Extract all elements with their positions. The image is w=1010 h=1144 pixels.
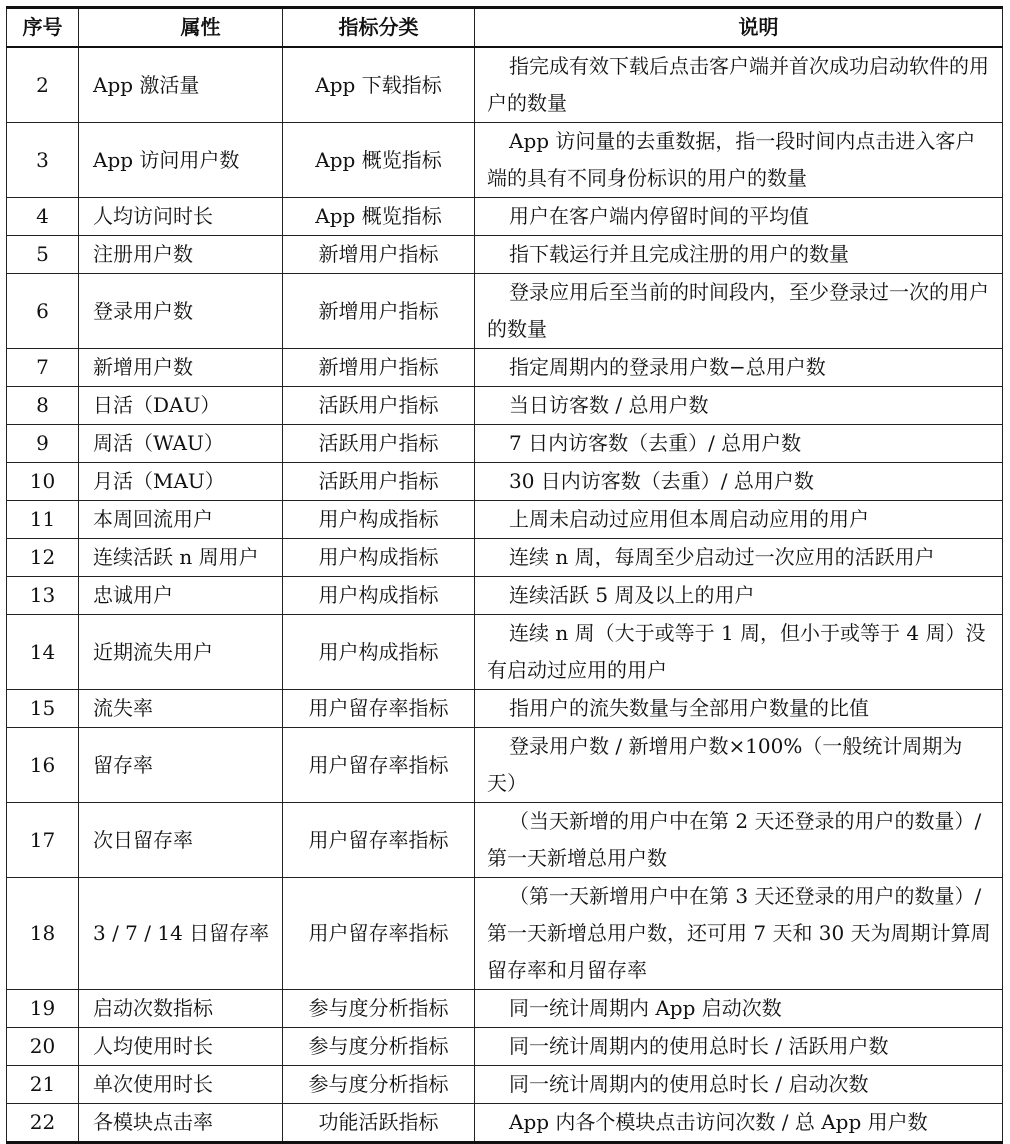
cell-attribute: 新增用户数 <box>79 349 283 387</box>
cell-category: 用户构成指标 <box>283 615 475 690</box>
cell-description <box>475 198 1003 236</box>
cell-num: 20 <box>7 1028 79 1066</box>
cell-description <box>475 236 1003 274</box>
cell-num: 7 <box>7 349 79 387</box>
cell-num: 16 <box>7 728 79 803</box>
table-row <box>7 501 1003 539</box>
cell-attribute: 启动次数指标 <box>79 990 283 1028</box>
description-text: 连续 n 周，每周至少启动过一次应用的活跃用户 <box>509 545 935 569</box>
table-row <box>7 878 1003 990</box>
description-text: 同一统计周期内 App 启动次数 <box>509 996 782 1020</box>
table-header-row <box>7 8 1003 48</box>
cell-num: 6 <box>7 274 79 349</box>
description-text: App 访问量的去重数据，指一段时间内点击进入客户端的具有不同身份标识的用户的数量 <box>487 129 976 190</box>
cell-num: 3 <box>7 123 79 198</box>
cell-description <box>475 1028 1003 1066</box>
cell-description <box>475 615 1003 690</box>
cell-num: 22 <box>7 1104 79 1143</box>
cell-num: 2 <box>7 47 79 123</box>
cell-category: 参与度分析指标 <box>283 990 475 1028</box>
cell-num: 13 <box>7 577 79 615</box>
cell-attribute: 月活（MAU） <box>79 463 283 501</box>
description-text: 当日访客数 / 总用户数 <box>509 393 709 417</box>
cell-description <box>475 690 1003 728</box>
cell-category: 活跃用户指标 <box>283 425 475 463</box>
table-row <box>7 577 1003 615</box>
cell-description <box>475 803 1003 878</box>
cell-category: 用户构成指标 <box>283 539 475 577</box>
description-text: 指完成有效下载后点击客户端并首次成功启动软件的用户的数量 <box>487 54 989 115</box>
cell-attribute: 日活（DAU） <box>79 387 283 425</box>
cell-category: 活跃用户指标 <box>283 387 475 425</box>
header-category: 指标分类 <box>283 8 475 48</box>
cell-attribute: 周活（WAU） <box>79 425 283 463</box>
header-description: 说明 <box>475 8 1003 48</box>
cell-description <box>475 1104 1003 1143</box>
table-row <box>7 1066 1003 1104</box>
table-row <box>7 1028 1003 1066</box>
table-row <box>7 728 1003 803</box>
cell-category: 用户留存率指标 <box>283 803 475 878</box>
cell-category: 用户构成指标 <box>283 501 475 539</box>
table-row <box>7 123 1003 198</box>
cell-attribute: 近期流失用户 <box>79 615 283 690</box>
cell-description <box>475 728 1003 803</box>
cell-category: 用户留存率指标 <box>283 728 475 803</box>
description-text: 同一统计周期内的使用总时长 / 活跃用户数 <box>509 1034 889 1058</box>
description-text: 指定周期内的登录用户数−总用户数 <box>509 355 826 379</box>
cell-description <box>475 349 1003 387</box>
cell-num: 19 <box>7 990 79 1028</box>
description-text: 7 日内访客数（去重）/ 总用户数 <box>509 431 802 455</box>
cell-category: 活跃用户指标 <box>283 463 475 501</box>
description-text: 指下载运行并且完成注册的用户的数量 <box>509 242 849 266</box>
cell-description <box>475 539 1003 577</box>
cell-attribute: 忠诚用户 <box>79 577 283 615</box>
table-row <box>7 47 1003 123</box>
cell-category: 用户留存率指标 <box>283 690 475 728</box>
cell-num: 11 <box>7 501 79 539</box>
cell-attribute: 人均访问时长 <box>79 198 283 236</box>
cell-category: App 概览指标 <box>283 198 475 236</box>
cell-category: 用户构成指标 <box>283 577 475 615</box>
cell-num: 4 <box>7 198 79 236</box>
header-num: 序号 <box>7 8 79 48</box>
description-text: App 内各个模块点击访问次数 / 总 App 用户数 <box>509 1110 928 1134</box>
cell-description <box>475 123 1003 198</box>
description-text: 登录用户数 / 新增用户数×100%（一般统计周期为天） <box>487 734 963 795</box>
cell-num: 21 <box>7 1066 79 1104</box>
cell-category: 新增用户指标 <box>283 236 475 274</box>
cell-attribute: 登录用户数 <box>79 274 283 349</box>
cell-num: 5 <box>7 236 79 274</box>
description-text: 连续 n 周（大于或等于 1 周，但小于或等于 4 周）没有启动过应用的用户 <box>487 621 986 682</box>
cell-category: 新增用户指标 <box>283 274 475 349</box>
table-row <box>7 990 1003 1028</box>
cell-category: 新增用户指标 <box>283 349 475 387</box>
cell-num: 9 <box>7 425 79 463</box>
cell-attribute: 单次使用时长 <box>79 1066 283 1104</box>
table-row <box>7 349 1003 387</box>
table-body <box>7 47 1003 1143</box>
cell-description <box>475 878 1003 990</box>
description-text: 上周未启动过应用但本周启动应用的用户 <box>509 507 869 531</box>
table-row <box>7 463 1003 501</box>
cell-attribute: 3 / 7 / 14 日留存率 <box>79 878 283 990</box>
cell-num: 12 <box>7 539 79 577</box>
cell-description <box>475 577 1003 615</box>
cell-description <box>475 387 1003 425</box>
cell-category: 参与度分析指标 <box>283 1028 475 1066</box>
table-row <box>7 539 1003 577</box>
metrics-table <box>6 6 1003 1144</box>
description-text: 指用户的流失数量与全部用户数量的比值 <box>509 696 869 720</box>
description-text: （第一天新增用户中在第 3 天还登录的用户的数量）/ 第一天新增总用户数，还可用 7 天和 30 天为周期计算周留存率和月留存率 <box>487 884 991 982</box>
cell-category: 参与度分析指标 <box>283 1066 475 1104</box>
cell-attribute: 连续活跃 n 周用户 <box>79 539 283 577</box>
cell-attribute: 流失率 <box>79 690 283 728</box>
description-text: 登录应用后至当前的时间段内，至少登录过一次的用户的数量 <box>487 280 989 341</box>
cell-description <box>475 990 1003 1028</box>
cell-attribute: 本周回流用户 <box>79 501 283 539</box>
table-row <box>7 387 1003 425</box>
description-text: 同一统计周期内的使用总时长 / 启动次数 <box>509 1072 869 1096</box>
cell-description <box>475 1066 1003 1104</box>
cell-category: App 概览指标 <box>283 123 475 198</box>
cell-description <box>475 47 1003 123</box>
cell-category: 功能活跃指标 <box>283 1104 475 1143</box>
cell-attribute: 留存率 <box>79 728 283 803</box>
table-row <box>7 690 1003 728</box>
description-text: （当天新增的用户中在第 2 天还登录的用户的数量）/ 第一天新增总用户数 <box>487 809 982 870</box>
table-row <box>7 198 1003 236</box>
header-attr: 属性 <box>79 8 283 48</box>
cell-attribute: 人均使用时长 <box>79 1028 283 1066</box>
description-text: 连续活跃 5 周及以上的用户 <box>509 583 755 607</box>
cell-attribute: App 激活量 <box>79 47 283 123</box>
description-text: 用户在客户端内停留时间的平均值 <box>509 204 809 228</box>
cell-num: 17 <box>7 803 79 878</box>
cell-description <box>475 425 1003 463</box>
cell-num: 15 <box>7 690 79 728</box>
cell-num: 14 <box>7 615 79 690</box>
cell-category: App 下载指标 <box>283 47 475 123</box>
cell-attribute: 各模块点击率 <box>79 1104 283 1143</box>
description-text: 30 日内访客数（去重）/ 总用户数 <box>509 469 814 493</box>
table-row <box>7 803 1003 878</box>
cell-num: 18 <box>7 878 79 990</box>
table-row <box>7 236 1003 274</box>
cell-num: 8 <box>7 387 79 425</box>
table-row <box>7 1104 1003 1143</box>
cell-description <box>475 501 1003 539</box>
cell-category: 用户留存率指标 <box>283 878 475 990</box>
table-row <box>7 615 1003 690</box>
cell-attribute: 注册用户数 <box>79 236 283 274</box>
cell-num: 10 <box>7 463 79 501</box>
table-row <box>7 425 1003 463</box>
table-row <box>7 274 1003 349</box>
cell-description <box>475 463 1003 501</box>
cell-attribute: App 访问用户数 <box>79 123 283 198</box>
cell-description <box>475 274 1003 349</box>
cell-attribute: 次日留存率 <box>79 803 283 878</box>
